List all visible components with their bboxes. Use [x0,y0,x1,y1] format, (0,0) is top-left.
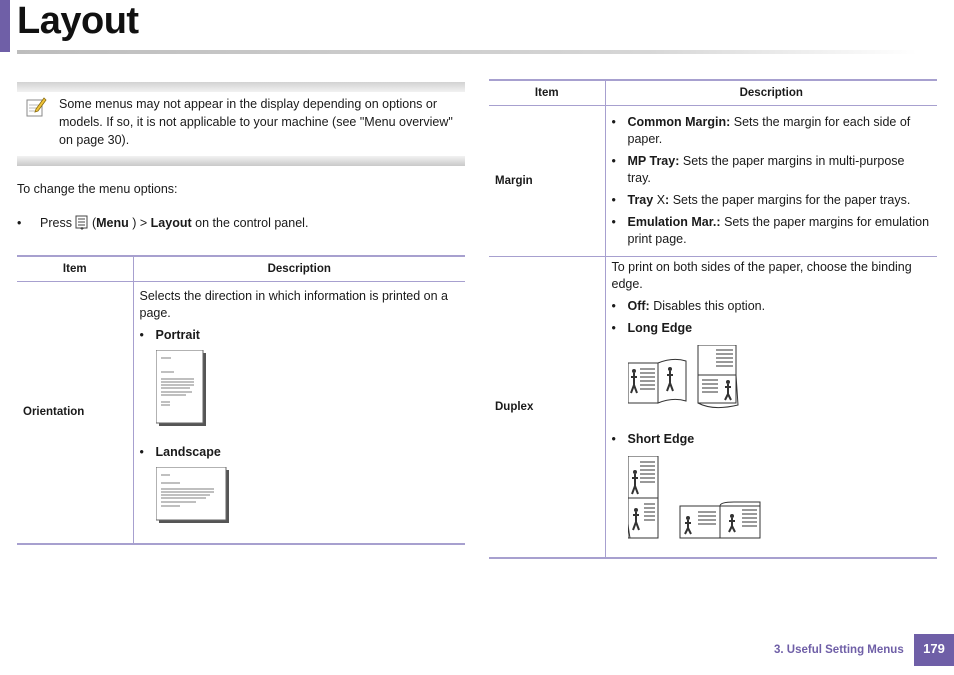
page-title: Layout [17,0,139,42]
press-post: on the control panel. [195,216,309,230]
short-edge-label: Short Edge [627,431,695,446]
tray-x: X [656,192,666,207]
long-edge-illustration [628,345,753,415]
off-text: Disables this option. [653,298,766,313]
emulation-mar-label: Emulation Mar.: [627,214,721,229]
off-label: Off: [627,298,650,313]
duplex-item: Duplex [489,256,605,558]
portrait-page-icon [156,350,208,428]
mp-tray-text: Sets the paper margins in multi-purpose tray. [627,153,905,185]
note-box [17,82,465,166]
title-accent-bar [0,0,10,52]
table-row [17,281,465,544]
note-bottom-bar [17,156,465,166]
press-mid: ) > [132,216,148,230]
press-open-paren: ( [91,216,97,230]
duplex-desc: To print on both sides of the paper, choose the binding edge. [611,259,912,291]
note-top-bar [17,82,465,92]
portrait-option: Portrait [155,327,200,342]
landscape-page-icon [156,467,231,524]
long-edge-label: Long Edge [627,320,693,335]
footer-chapter: 3. Useful Setting Menus [774,644,904,656]
note-pencil-icon [25,96,47,118]
header-description: Description [605,80,937,105]
margin-item: Margin [489,105,605,256]
header-description: Description [133,256,465,281]
emulation-mar-text: Sets the paper margins for emulation print page. [627,214,930,246]
intro-text: To change the menu options: [17,182,178,196]
common-margin-text: Sets the margin for each side of paper. [627,114,911,146]
margin-desc-cell: • Common Margin: Sets the margin for each side of paper. • MP Tray: Sets the paper margins in multi-purpose tray. • Tray X: Sets the paper margins for the paper trays. • Emulation Mar.: Sets the paper margins for emulation print page. [605,105,937,256]
menu-button-icon [75,215,89,231]
orientation-table [17,255,465,545]
orientation-desc-cell: Selects the direction in which information is printed on a page. • Portrait • Landscape [133,281,465,544]
tray-text: Sets the paper margins for the paper trays. [672,192,911,207]
title-rule [17,50,917,54]
table-row [489,256,937,558]
landscape-option: Landscape [155,444,221,459]
duplex-desc-cell: To print on both sides of the paper, choose the binding edge. • Off: Disables this option. • Long Edge • Short Edge [605,256,937,558]
common-margin-label: Common Margin: [627,114,731,129]
mp-tray-label: MP Tray: [627,153,680,168]
note-text: Some menus may not appear in the display depending on options or models. If so, it is not applicable to your machine (see "Menu overview" on page 30). [59,97,453,147]
tray-label: Tray [627,192,654,207]
header-item: Item [17,256,133,281]
press-menu: Menu [96,216,129,230]
bullet: • [17,216,22,230]
tray-colon: : [665,192,670,207]
short-edge-illustration [628,456,768,544]
table-row [489,105,937,256]
press-pre: Press [40,216,72,230]
press-layout: Layout [150,216,192,230]
page-number: 179 [914,634,954,666]
orientation-desc: Selects the direction in which information is printed on a page. [139,288,448,320]
press-instruction [17,215,308,231]
margin-duplex-table [489,79,937,559]
orientation-item: Orientation [17,281,133,544]
header-item: Item [489,80,605,105]
